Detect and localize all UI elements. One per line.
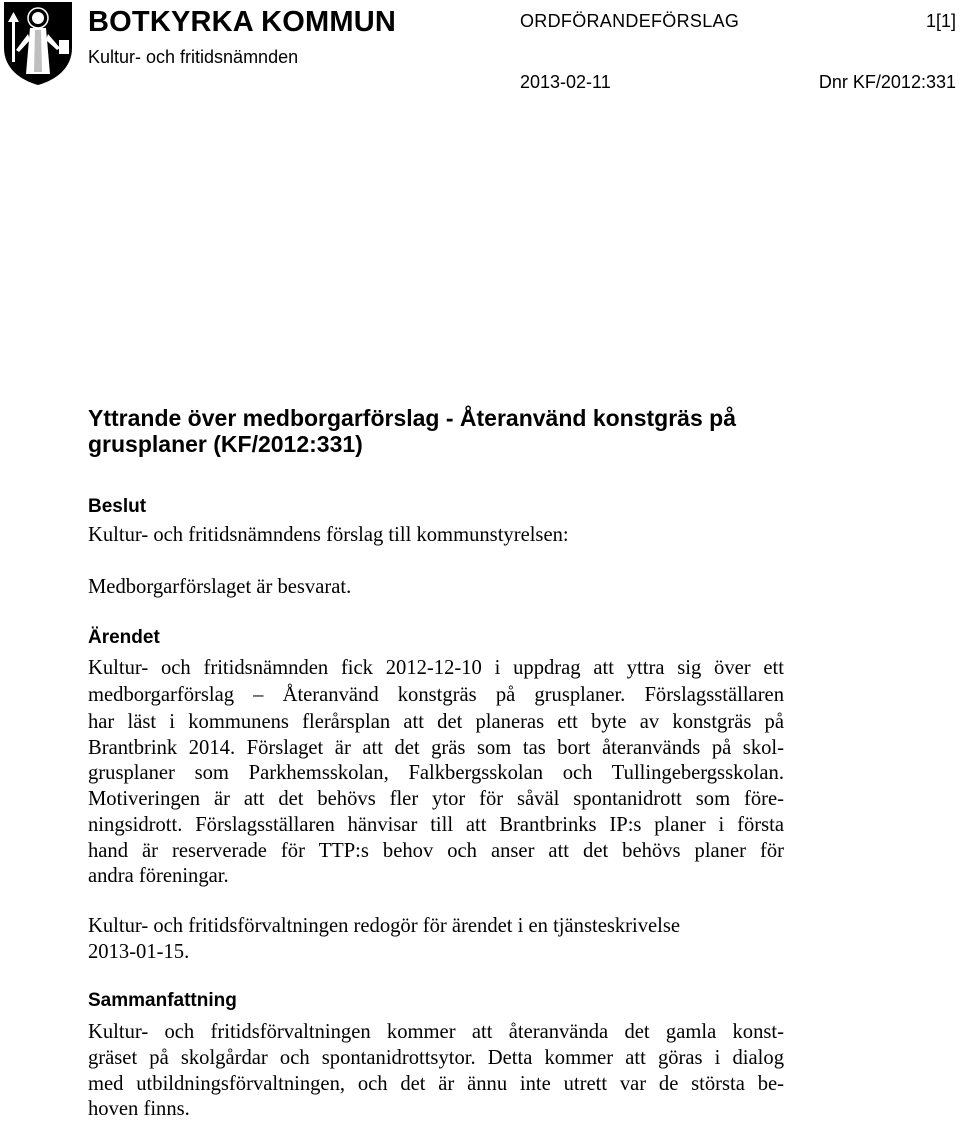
document-date: 2013-02-11 [520, 72, 611, 92]
municipality-crest-logo [2, 0, 74, 86]
arendet-text-line: ningsidrott. Förslagsställaren hänvisar till att Brantbrinks IP:s planer i första [88, 814, 784, 836]
sammanfattning-text-line: gräset på skolgårdar och spontanidrottsytor. Detta kommer att göras i dialog [88, 1047, 784, 1069]
sammanfattning-text-line: Kultur- och fritidsförvaltningen kommer att återanvända det gamla konst- [88, 1021, 784, 1043]
arendet-text-line: Kultur- och fritidsnämnden fick 2012-12-10 i uppdrag att yttra sig över ett [88, 657, 784, 679]
document-registration-number: Dnr KF/2012:331 [818, 72, 956, 92]
section-heading-beslut: Beslut [88, 496, 147, 517]
arendet-text-line: medborgarförslag – Återanvänd konstgräs på grusplaner. Förslagsställaren [88, 684, 784, 706]
document-title [88, 405, 888, 457]
arendet-note-line: Kultur- och fritidsförvaltningen redogör för ärendet i en tjänsteskrivelse [88, 915, 681, 937]
section-heading-arendet: Ärendet [88, 627, 160, 648]
page-number: 1[1] [925, 11, 956, 31]
arendet-text-line: Brantbrink 2014. Förslaget är att det gräs som tas bort återanvänds på skol- [88, 737, 784, 759]
arendet-note-line: 2013-01-15. [88, 941, 190, 963]
beslut-decision: Medborgarförslaget är besvarat. [88, 576, 352, 598]
organization-name: BOTKYRKA KOMMUN [88, 6, 397, 38]
title-line: grusplaner (KF/2012:331) [88, 431, 363, 457]
document-type: ORDFÖRANDEFÖRSLAG [520, 11, 740, 31]
title-line: Yttrande över medborgarförslag - Återanvänd konstgräs på [88, 405, 736, 431]
sammanfattning-text-line: hoven finns. [88, 1098, 190, 1120]
organization-unit: Kultur- och fritidsnämnden [88, 47, 299, 67]
beslut-text-line: Kultur- och fritidsnämndens förslag till kommunstyrelsen: [88, 524, 569, 546]
arendet-text-line: hand är reserverade för TTP:s behov och anser att det behövs planer för [88, 840, 784, 862]
arendet-text-line: grusplaner som Parkhemsskolan, Falkbergsskolan och Tullingebergsskolan. [88, 762, 784, 784]
arendet-text-line: Motiveringen är att det behövs fler ytor för såväl spontanidrott som före- [88, 788, 784, 810]
section-heading-sammanfattning: Sammanfattning [88, 990, 237, 1011]
sammanfattning-text-line: med utbildningsförvaltningen, och det är ännu inte utrett var de största be- [88, 1073, 784, 1095]
arendet-text-line: har läst i kommunens flerårsplan att det planeras ett byte av konstgräs på [88, 711, 784, 733]
arendet-text-line: andra föreningar. [88, 865, 229, 887]
